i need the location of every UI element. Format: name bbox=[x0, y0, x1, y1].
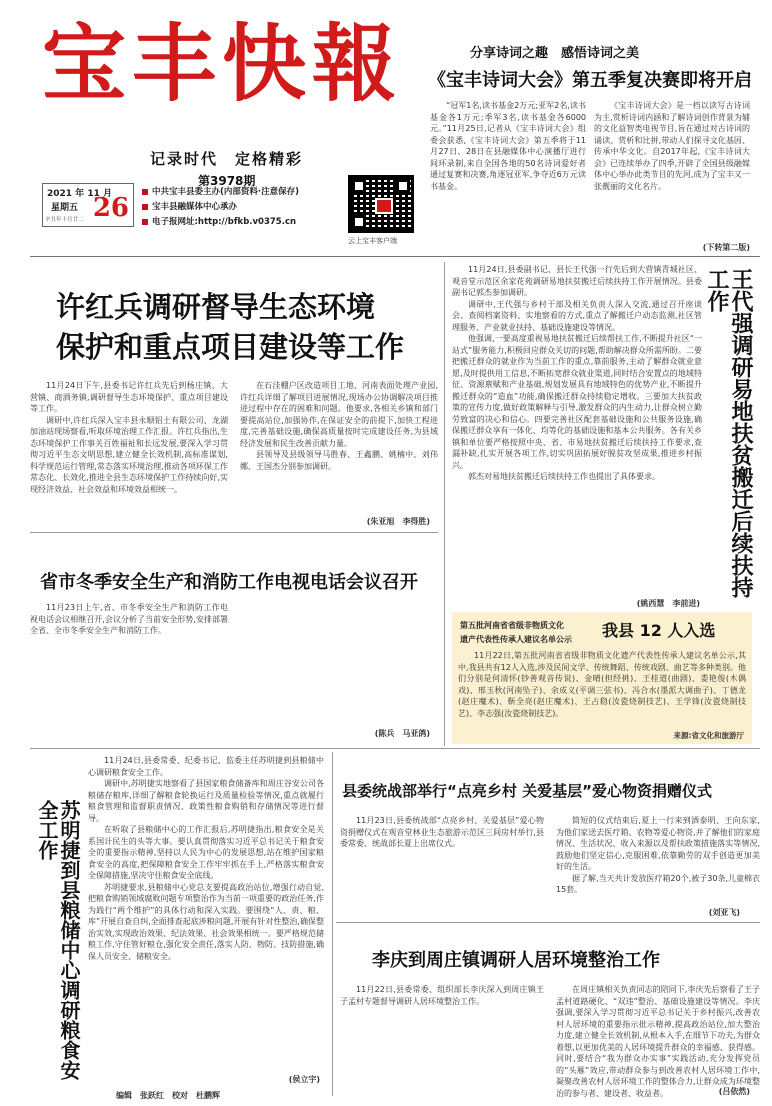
date-box bbox=[42, 183, 134, 227]
last-body: 11月22日,县委常委、组织部长李庆深入到周庄镇王子孟村专题督导调研人居环境整治工作。 在周庄镇相关负责同志的陪同下,李庆先后察看了王子孟村道路硬化、“双违”整治、基础设施建设等情况。李庆强调,要深入学习贯彻习近平总书记关于乡村振兴,改善农村人居环境的重要指示批示精神,提高政治站位,加大整治力度,建立健全长效机制,从根本入手,在细节下功夫,为群众着想,以更加优美的人居环境提升群众的幸福感、获得感。同时,要结合“我为群众办实事”实践活动,充分发挥党员的“头雁”效应,带动群众参与到改善农村人居环境工作中,凝聚改善农村人居环境工作的整体合力,让群众成为环境整治的参与者、建设者、收益者。 bbox=[340, 985, 760, 1098]
heritage-box bbox=[452, 612, 752, 744]
editors-line: 编辑 张跃红 校对 杜鹏辉 bbox=[116, 1091, 220, 1100]
aid-headline: 县委统战部举行“点亮乡村 关爱基层”爱心物资捐赠仪式 bbox=[342, 782, 712, 800]
left-vertical-body: 11月24日,县委常委、纪委书记、监委主任苏明捷到县粮储中心调研粮食安全工作。 调研中,苏明捷实地察看了县国家粮食储备库和周庄谷安公司各粮储存粮库,详细了解粮食轮换运行及质量检验等情况,重点就履行粮食管理和监督职责情况、政策性粮食购销和存储情况等进行督导。 在听取了县粮储中心的工作汇报后,苏明捷指出,粮食安全是关系国计民生的头等大事。要认真贯彻落实习近平总书记关于粮食安全的重要指示精神,坚持以人民为中心的发展思想,站在维护国家粮食安全的高度,把保障粮食安全工作牢牢抓在手上,严格落实粮食安全保障措施,坚决守住粮食安全底线。 苏明捷要求,县粮储中心党总支要提高政治站位,增强行动自觉,把粮食购销领域腐败问题专项整治作为当前一项重要的政治任务,作为践行“两个维护”的具体行动和深入实践。要围绕“人、责、粮、库”开展自查自纠,全面排查起底涉粮问题,开展有针对性整治,确保整治实效,实现政治效果、纪法效果、社会效果相统一。要严格规范储粮工作,守住管好粮仓,强化安全责任,落实人防、物防、技防措施,确保人员安全、储粮安全。 bbox=[88, 756, 324, 961]
masthead-slogan: 记录时代 定格精彩 bbox=[150, 150, 304, 168]
last-byline: (吕依然) bbox=[718, 1087, 750, 1096]
qr-code-icon bbox=[348, 175, 414, 233]
lead-byline: (朱亚旭 李得胜) bbox=[366, 517, 430, 526]
right-vertical-byline: (姚西慧 李前进) bbox=[636, 599, 700, 608]
lead-headline-line2: 保护和重点项目建设等工作 bbox=[56, 330, 405, 364]
second-headline: 省市冬季安全生产和消防工作电视电话会议召开 bbox=[40, 572, 418, 593]
qr-caption: 云上宝丰客户端 bbox=[348, 237, 397, 245]
heritage-body: 11月22日,第五批河南省省级非物质文化遗产代表性传承人建议名单公示,其中,我县共有12人入选,涉及民间文学、传统舞蹈、传统戏剧、曲艺等多种类别。他们分别是何清怀(钞善观音传说)、金晴(担经挑)、王桂道(曲剧)、娄艳俊(木偶戏)、邢玉秋(河南坠子)、余成义(平调三弦书)、冯合水(墨派大调曲子)、丁德龙(赵庄魔术)、靳全亮(赵庄魔术)、王占稳(汝瓷烧制技艺)、王学锋(汝瓷烧制技艺)、李志强(汝瓷烧制技艺)。 bbox=[458, 651, 746, 718]
second-body: 11月23日上午,省、市冬季安全生产和消防工作电视电话会议相继召开,会议分析了当前安全形势,安排部署全省、全市冬季安全生产和消防工作。 bbox=[30, 603, 228, 635]
right-vertical-headline: 王代强调研易地扶贫搬迁后续扶持工作 bbox=[704, 268, 753, 598]
top-article-continued: (下转第二版) bbox=[702, 243, 750, 252]
top-article-col2: 《宝丰诗词大会》是一档以读写古诗词为主,赏析诗词内涵和了解诗词创作背景为辅的文化益智类电视节目,旨在通过对古诗词的诵读、赏析和比拼,带动人们探寻文化基因、传承中华文化。自2017年起,《宝丰诗词大会》已连续举办了四季,开辟了全国县级融媒体中心举办此类节目的先河,成为了宝丰又一张靓丽的文化名片。 bbox=[594, 101, 750, 191]
info-line: 宝丰县融媒体中心承办 bbox=[142, 200, 347, 215]
date-day: 26 bbox=[92, 193, 129, 223]
aid-byline: (刘亚飞) bbox=[708, 908, 740, 917]
heritage-source: 来源:省文化和旅游厅 bbox=[673, 731, 744, 740]
second-byline: (陈兵 马亚鸽) bbox=[374, 729, 430, 738]
masthead-info bbox=[142, 185, 347, 230]
aid-body: 11月23日,县委统战部“点亮乡村、关爱基层”爱心物资捐赠仪式在观音堂林业生态旅游示范区三间房村举行,县委常委、统战部长夏上出席仪式。 简短的仪式结束后,夏上一行来到酒泰明、王向东家,为他们家送去医疗箱、农物等爱心物资,并了解他们的家庭情况、生活状况、收入来源以及帮扶政策措施落实等情况,鼓励他们坚定信心,克服困难,依靠勤劳的双手创造更加美好的生活。 据了解,当天共计发放医疗箱20个,被子30条,儿童棉衣15套。 bbox=[340, 816, 760, 894]
info-line: 中共宝丰县委主办(内部资料·注意保存) bbox=[142, 185, 347, 200]
left-vertical-byline: (侯立宇) bbox=[288, 1075, 320, 1084]
date-year-month: 2021 年 11 月 bbox=[47, 189, 112, 199]
lead-body: 11月24日下午,县委书记许红兵先后到杨庄镇、大营镇、商酒务镇,调研督导生态环境保护、重点项目建设等工作。 调研中,许红兵深入宝丰县永顺铝土有限公司、龙湖加油站现场察看,听取环境治理工作汇报。许红兵指出,生态环境保护工作事关百姓福祉和长远发展,要深入学习贯彻习近平生态文明思想,建立健全长效机制,高标准谋划,科学规范运行管理,常态落实环境治理,推动各项环保工作常态化、长效化,推进全县生态环境保护工作持续向好,实现经济效益、社会效益和环境效益相统一。 在石洼棚户区改造项目工地、河南表面处理产业园,许红兵详细了解项目进展情况,现场办公协调解决项目推进过程中存在的困难和问题。他要求,各相关乡镇和部门要提高站位,加强协作,在保证安全的前提下,加快工程进度,完善基础设施,确保高质量按时完成建设任务,为县域经济发展和民生改善贡献力量。 县领导及县级领导马胜春、王鑫鹏、姚楠中、刘伟娜、王国杰分别参加调研。 bbox=[30, 381, 438, 494]
heritage-label-line1: 第五批河南省省级非物质文化 bbox=[460, 621, 564, 630]
top-article-headline: 《宝丰诗词大会》第五季复决赛即将开启 bbox=[428, 70, 752, 91]
top-article-col1: “冠军1名,读书基金2万元;亚军2名,读书基金各1万元;季军3名,读书基金各6000元。”11月25日,记者从《宝丰诗词大会》组委会获悉,《宝丰诗词大会》第五季将于11月27日、28日在县融媒体中心演播厅进行间环录制,来自全国各地的50名诗词爱好者通过复赛和决赛,角逐冠亚军,争夺近6万元读书基金。 bbox=[430, 101, 586, 191]
issue-number: 第3978期 bbox=[198, 174, 256, 188]
date-lunar: 辛丑年十月廿二 bbox=[45, 217, 84, 223]
masthead-title: 宝丰快報 bbox=[42, 14, 403, 113]
heritage-label-line2: 遗产代表性传承人建议名单公示 bbox=[460, 635, 572, 644]
date-weekday: 星期五 bbox=[51, 203, 79, 213]
left-vertical-headline: 苏明捷到县粮储中心调研粮食安全工作 bbox=[35, 800, 81, 1080]
last-headline: 李庆到周庄镇调研人居环境整治工作 bbox=[372, 950, 660, 971]
heritage-headline: 我县 12 人入选 bbox=[602, 621, 716, 640]
top-article-kicker: 分享诗词之趣 感悟诗词之美 bbox=[470, 46, 640, 61]
lead-headline-line1: 许红兵调研督导生态环境 bbox=[56, 290, 376, 324]
right-vertical-body: 11月24日,县委副书记、县长王代强一行先后到大营镇青城社区、观音堂示范区余家花苑调研易地扶贫搬迁后续扶持工作开展情况。县委副书记郭杰参加调研。 调研中,王代强与乡村干部及相关负责人深入交流,通过召开座谈会、查阅档案资料、实地察看的方式,重点了解搬迁户动态监测,社区管理服务、产业就业扶持、基础设施建设等情况。 他强调,一要高度重视易地扶贫搬迁后续帮扶工作,不断提升社区“一站式”服务能力,积极回应群众关切的问题,帮助解决群众所需所盼。二要把搬迁群众的就业作为当前工作的重点,靠前服务,主动了解群众就业意愿,及时提供用工信息,不断拓宽群众就业渠道,同时结合安置点的地域特征、资源禀赋和产业基础,规划发展具有地域特色的优势产业,不断提升搬迁群众的“造血”功能,确保搬迁群众持续稳定增收。三要加大扶贫政策的宣传力度,做好政策解释与引导,激发群众的内生动力,让群众树立勤劳致富的决心和信心。四要完善社区配套基础设施和公共服务设施,确保搬迁群众享有一体化、均等化的基础设施和基本公共服务。各有关乡镇和单位要严格按照中央、省、市易地扶贫搬迁后续扶持工作要求,查漏补缺,扎实开展各项工作,切实巩固拓展好脱贫攻坚成果,推进乡村振兴。 郭杰对易地扶贫搬迁后续扶持工作也提出了具体要求。 bbox=[452, 265, 702, 481]
info-line: 电子报网址:http://bfkb.v0375.cn bbox=[142, 215, 347, 230]
